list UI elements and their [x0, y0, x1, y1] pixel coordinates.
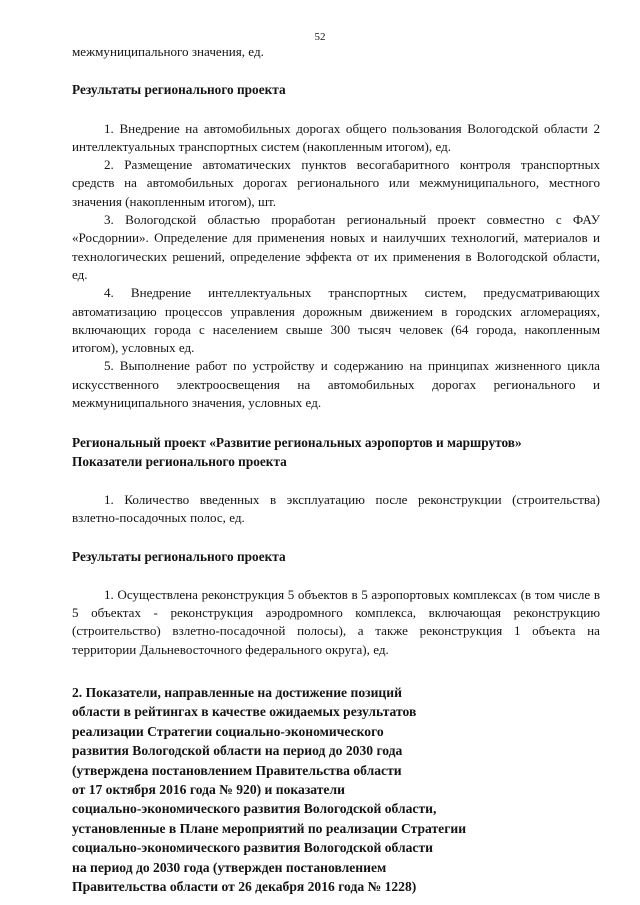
heading-line: социально-экономического развития Вологодской области, — [72, 801, 437, 817]
section-heading-results: Результаты регионального проекта — [72, 82, 286, 98]
result-item: 2. Размещение автоматических пунктов весогабаритного контроля транспортных средств на автомобильных дорогах регионального или межмуниципального, местного значения (накопленным итогом), шт. — [72, 157, 600, 209]
page-number: 52 — [314, 31, 326, 43]
project-title: Региональный проект «Развитие региональных аэропортов и маршрутов» — [72, 435, 522, 451]
heading-line: социально-экономического развития Вологодской области — [72, 840, 433, 856]
heading-line: развития Вологодской области на период до 2030 года — [72, 743, 403, 759]
result-item: 4. Внедрение интеллектуальных транспортных систем, предусматривающих автоматизацию процессов управления дорожным движением в городских агломерациях, включающих города с населением свыше 300 тысяч человек (64 города, накопленным итогом), условных ед. — [72, 285, 600, 356]
heading-line: реализации Стратегии социально-экономического — [72, 723, 384, 739]
section-heading-indicators: Показатели регионального проекта — [72, 453, 287, 469]
heading-line: Правительства области от 26 декабря 2016 года № 1228) — [72, 879, 417, 895]
heading-line: от 17 октября 2016 года № 920) и показатели — [72, 782, 345, 798]
heading-line: установленные в Плане мероприятий по реализации Стратегии — [72, 820, 467, 836]
continuation-line: межмуниципального значения, ед. — [72, 44, 264, 59]
indicator-item: 1. Количество введенных в эксплуатацию после реконструкции (строительства) взлетно-посадочных полос, ед. — [72, 491, 600, 526]
result-item: 5. Выполнение работ по устройству и содержанию на принципах жизненного цикла искусственного электроосвещения на автомобильных дорогах регионального и межмуниципального значения, условных ед. — [72, 358, 600, 411]
section-heading-results-2: Результаты регионального проекта — [72, 548, 286, 564]
result-item: 1. Осуществлена реконструкция 5 объектов в 5 аэропортовых комплексах (в том числе в 5 объектах - реконструкция аэродромного комплекса, включающая реконструкцию (строительство) взлетно-посадочной полосы), а также реконструкция 1 объекта на территории Дальневосточного федерального округа), ед. — [72, 586, 600, 657]
page-content — [72, 43, 600, 896]
result-item: 1. Внедрение на автомобильных дорогах общего пользования Вологодской области 2 интеллектуальных транспортных систем (накопленным итогом), ед. — [72, 120, 600, 154]
heading-line: (утверждена постановлением Правительства области — [72, 762, 402, 778]
section-heading-strategy — [72, 683, 600, 896]
heading-line: области в рейтингах в качестве ожидаемых результатов — [72, 704, 417, 720]
heading-line: 2. Показатели, направленные на достижение позиций — [72, 685, 402, 701]
result-item: 3. Вологодской областью проработан региональный проект совместно с ФАУ «Росдорнии». Определение для применения новых и наилучших технологий, материалов и технологических решений, определение эффекта от их применения в Вологодской области, ед. — [72, 212, 600, 282]
heading-line: на период до 2030 года (утвержден постановлением — [72, 859, 387, 875]
